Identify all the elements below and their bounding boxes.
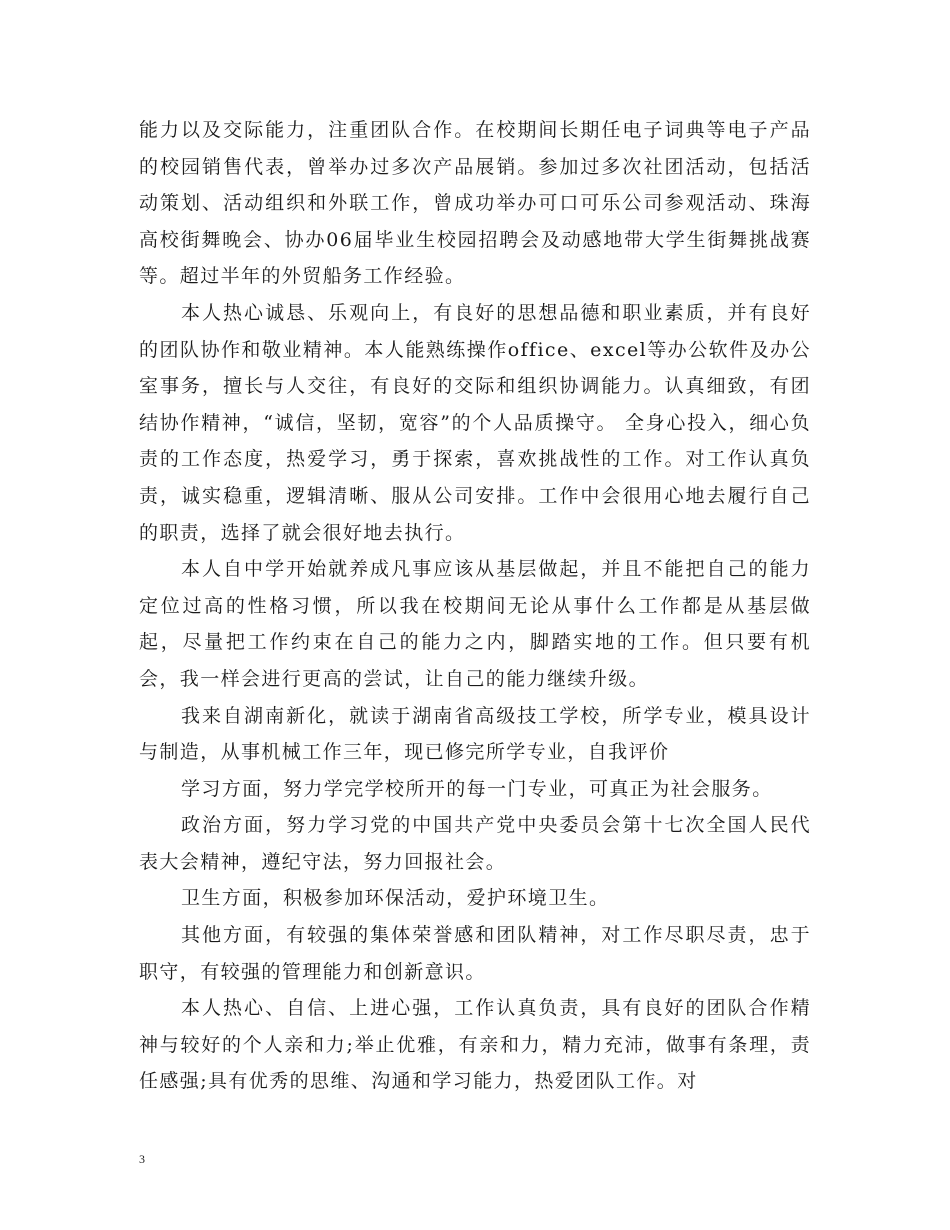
document-body	[139, 112, 811, 1100]
paragraph-8: 其他方面，有较强的集体荣誉感和团队精神，对工作尽职尽责，忠于职守，有较强的管理能力和创新意识。	[139, 924, 811, 983]
paragraph-6: 政治方面，努力学习党的中国共产党中央委员会第十七次全国人民代表大会精神，遵纪守法，努力回报社会。	[139, 814, 811, 873]
paragraph-7: 卫生方面，积极参加环保活动，爱护环境卫生。	[181, 887, 610, 910]
paragraph-2: 本人热心诚恳、乐观向上，有良好的思想品德和职业素质，并有良好的团队协作和敬业精神。本人能熟练操作office、excel等办公软件及办公室事务，擅长与人交往，有良好的交际和组织协调能力。认真细致，有团结协作精神，“诚信，坚韧，宽容”的个人品质操守。 全身心投入，细心负责的工作态度，热爱学习，勇于探索，喜欢挑战性的工作。对工作认真负责，诚实稳重，逻辑清晰、服从公司安排。工作中会很用心地去履行自己的职责，选择了就会很好地去执行。	[139, 301, 811, 544]
paragraph-3: 本人自中学开始就养成凡事应该从基层做起，并且不能把自己的能力定位过高的性格习惯，所以我在校期间无论从事什么工作都是从基层做起，尽量把工作约束在自己的能力之内，脚踏实地的工作。但只要有机会，我一样会进行更高的尝试，让自己的能力继续升级。	[139, 558, 811, 690]
paragraph-4: 我来自湖南新化，就读于湖南省高级技工学校，所学专业，模具设计与制造，从事机械工作三年，现已修完所学专业，自我评价	[139, 704, 811, 764]
page-number: 3	[139, 1152, 145, 1166]
paragraph-9: 本人热心、自信、上进心强，工作认真负责，具有良好的团队合作精神与较好的个人亲和力;举止优雅，有亲和力，精力充沛，做事有条理，责任感强;具有优秀的思维、沟通和学习能力，热爱团队工作。对	[139, 997, 811, 1093]
paragraph-5: 学习方面，努力学完学校所开的每一门专业，可真正为社会服务。	[181, 777, 773, 800]
paragraph-1: 能力以及交际能力，注重团队合作。在校期间长期任电子词典等电子产品的校园销售代表，曾举办过多次产品展销。参加过多次社团活动，包括活动策划、活动组织和外联工作，曾成功举办可口可乐公司参观活动、珠海高校街舞晚会、协办06届毕业生校园招聘会及动感地带大学生街舞挑战赛等。超过半年的外贸船务工作经验。	[139, 119, 811, 288]
